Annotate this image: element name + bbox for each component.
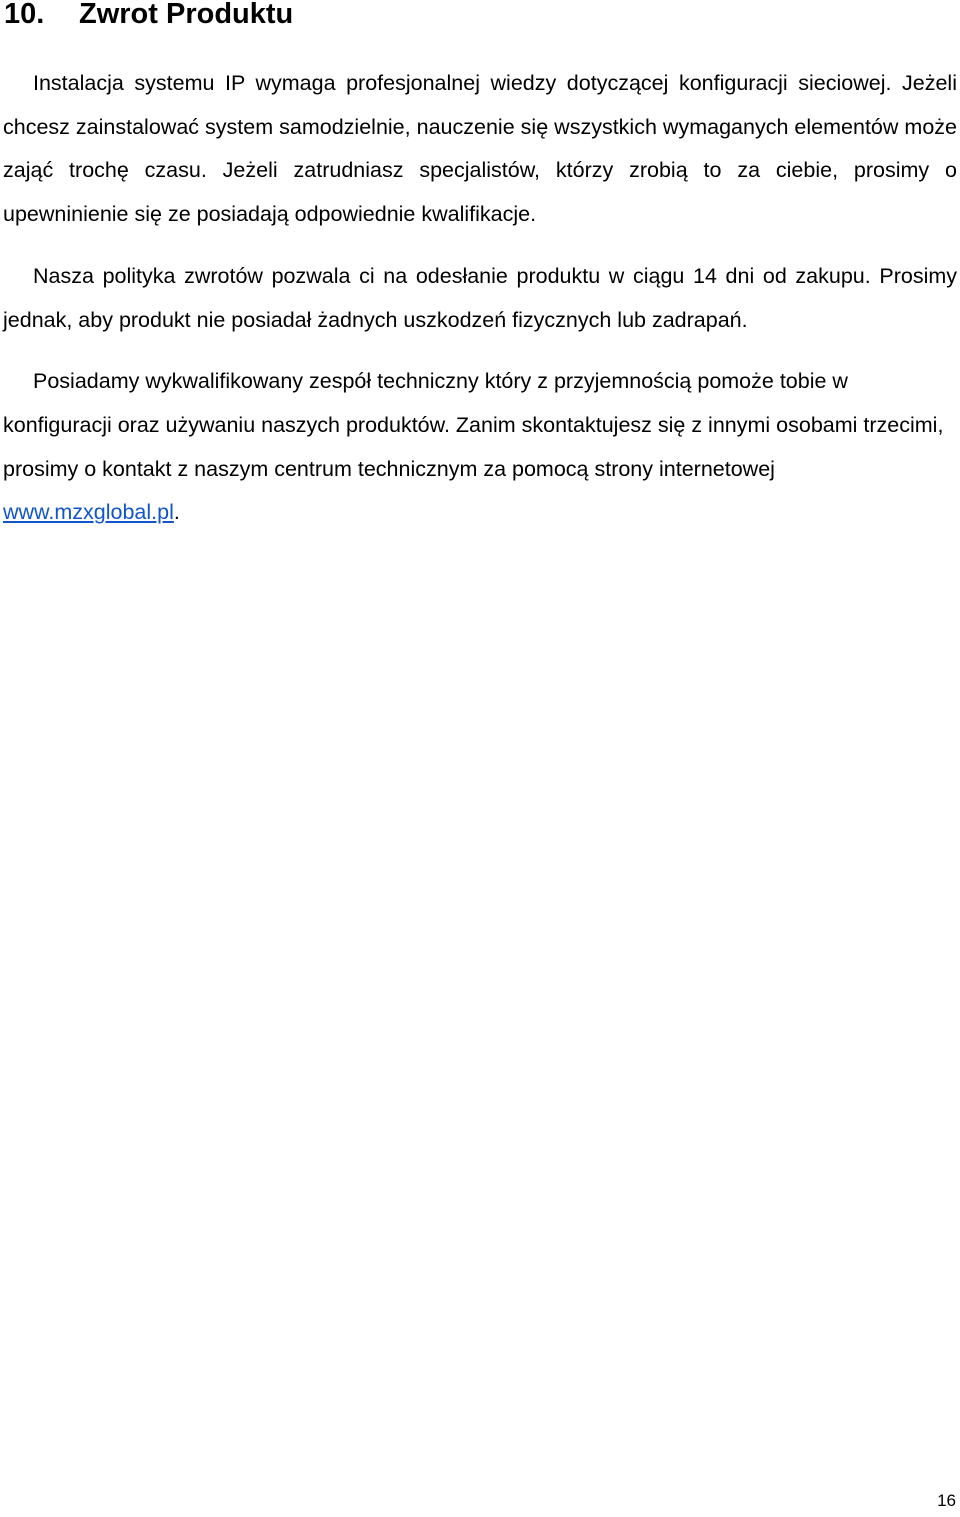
section-title: Zwrot Produktu [79,0,294,30]
paragraph-installation: Instalacja systemu IP wymaga profesjonalnej wiedzy dotyczącej konfiguracji sieciowej. Jeżeli chcesz zainstalować system samodzielnie, nauczenie się wszystkich wymaganych elementów może zająć trochę czasu. Jeżeli zatrudniasz specjalistów, którzy zrobią to za ciebie, prosimy o upewninienie się ze posiadają odpowiednie kwalifikacje. [3,71,957,227]
page-number: 16 [937,1491,956,1510]
section-body [3,62,957,553]
paragraph-return-policy: Nasza polityka zwrotów pozwala ci na odesłanie produktu w ciągu 14 dni od zakupu. Prosimy jednak, aby produkt nie posiadał żadnych uszkodzeń fizycznych lub zadrapań. [3,263,957,332]
paragraph-support-text: Posiadamy wykwalifikowany zespół techniczny który z przyjemnością pomoże tobie w konfiguracji oraz używaniu naszych produktów. Zanim skontaktujesz się z innymi osobami trzecimi, prosimy o kontakt z naszym centrum technicznym za pomocą strony internetowej [3,369,944,481]
section-number: 10. [4,0,45,30]
section-heading [4,0,293,34]
website-link[interactable]: www.mzxglobal.pl [3,500,174,525]
paragraph-support-end: . [173,500,180,525]
paragraph-support [3,360,957,535]
